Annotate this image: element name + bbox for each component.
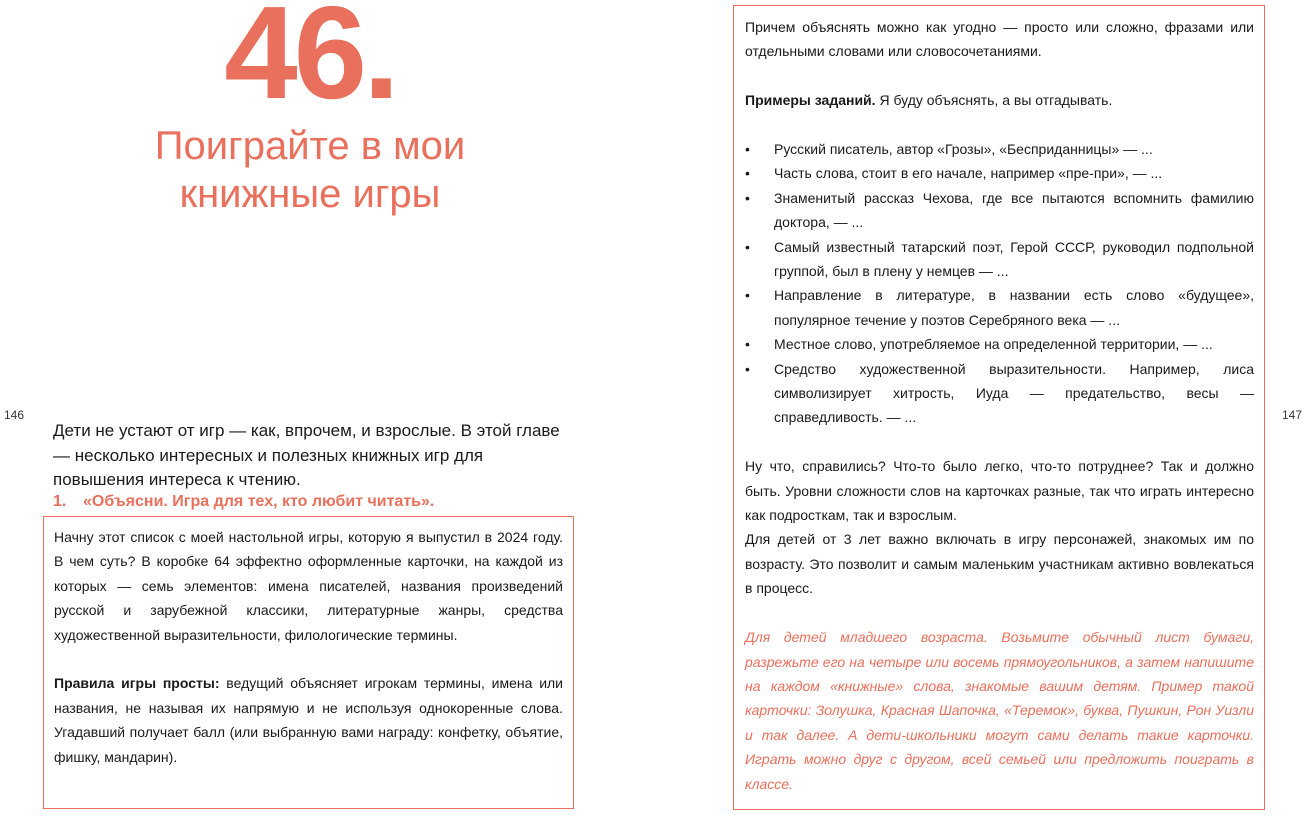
list-item [745, 332, 1254, 356]
page-number-right: 147 [1282, 408, 1303, 422]
list-item [745, 186, 1254, 235]
bullet: • [745, 165, 750, 182]
chapter-title-line-1: Поиграйте в мои [154, 124, 466, 168]
box-paragraph-1: Начну этот список с моей настольной игры, которую я выпустил в 2024 году. В чем суть? В коробке 64 эффектно оформленные карточки, на каждой из которых — семь элементов: имена писателей, названия произведений русской и зарубежной классики, литературные жанры, средства художественной выразительности, филологические термины. [54, 529, 563, 643]
continuation-box [733, 5, 1265, 810]
examples-text: Я буду объяснять, а вы отгадывать. [875, 92, 1113, 109]
task-text: Направление в литературе, в названии есть слово «будущее», популярное течение у поэтов Серебряного века — ... [774, 287, 1254, 328]
rules-paragraph [54, 671, 563, 769]
list-item [745, 235, 1254, 284]
game-description-box [43, 516, 574, 809]
spacer [745, 601, 1254, 625]
chapter-title-line-2: книжные игры [179, 172, 441, 216]
bullet: • [745, 189, 750, 206]
spacer [54, 647, 563, 671]
task-list [745, 137, 1254, 430]
right-paragraph-2: Ну что, справились? Что-то было легко, что-то потруднее? Так и должно быть. Уровни сложности слов на карточках разные, так что играть интересно как подросткам, так и взрослым. [745, 458, 1254, 524]
task-text: Знаменитый рассказ Чехова, где все пытаются вспомнить фамилию доктора, — ... [774, 189, 1254, 231]
task-text: Местное слово, употребляемое на определенной территории, — ... [774, 336, 1213, 353]
examples-paragraph [745, 88, 1254, 112]
bullet: • [745, 336, 750, 353]
section-number: 1. [53, 493, 67, 510]
list-item [745, 161, 1254, 185]
bullet: • [745, 287, 750, 304]
task-text: Русский писатель, автор «Грозы», «Бесприданницы» — ... [774, 141, 1153, 157]
rules-lead: Правила игры просты: [54, 675, 220, 692]
bullet: • [745, 360, 750, 377]
task-text: Средство художественной выразительности. Например, лиса символизирует хитрость, Иуда — предательство, весы — справедливость. — ... [774, 360, 1254, 426]
list-item [745, 137, 1254, 161]
spacer [745, 113, 1254, 137]
task-text: Часть слова, стоит в его начале, например «пре-при», — ... [774, 165, 1163, 182]
page-number-left: 146 [4, 408, 25, 422]
intro-paragraph: Дети не устают от игр — как, впрочем, и взрослые. В этой главе — несколько интересных и полезных книжных игр для повышения интереса к чтению. [53, 421, 560, 489]
rules-text: ведущий объясняет игрокам термины, имена или названия, не называя их напрямую и не используя однокоренные слова. Угадавший получает балл (или выбранную вами награду: конфетку, объятие, фишку, мандарин). [54, 675, 564, 765]
section-title: «Объясни. Игра для тех, кто любит читать». [83, 493, 435, 510]
list-item [745, 283, 1254, 332]
bullet: • [745, 238, 750, 255]
right-page [652, 0, 1304, 818]
right-paragraph-3: Для детей от 3 лет важно включать в игру персонажей, знакомых им по возрасту. Это позволит и самым маленьким участникам активно вовлекаться в процесс. [745, 531, 1254, 597]
spacer [745, 64, 1254, 88]
spacer [745, 430, 1254, 454]
bullet: • [745, 141, 750, 157]
examples-lead: Примеры заданий. [745, 92, 876, 109]
tip-paragraph: Для детей младшего возраста. Возьмите обычный лист бумаги, разрежьте его на четыре или восемь прямоугольников, а затем напишите на каждом «книжные» слова, знакомые вашим детям. Пример такой карточки: Золушка, Красная Шапочка, «Теремок», буква, Пушкин, Рон Уизли и так далее. А дети-школьники могут сами делать такие карточки. Играть можно друг с другом, всей семьей или предложить поиграть в классе. [745, 629, 1254, 792]
chapter-title [0, 122, 620, 218]
task-text: Самый известный татарский поэт, Герой СССР, руководил подпольной группой, был в плену у немцев — ... [774, 238, 1254, 280]
section-heading [53, 491, 573, 513]
chapter-number: 46. [224, 0, 396, 126]
list-item [745, 357, 1254, 430]
right-paragraph-1: Причем объяснять можно как угодно — просто или сложно, фразами или отдельными словами или словосочетаниями. [745, 19, 1254, 60]
